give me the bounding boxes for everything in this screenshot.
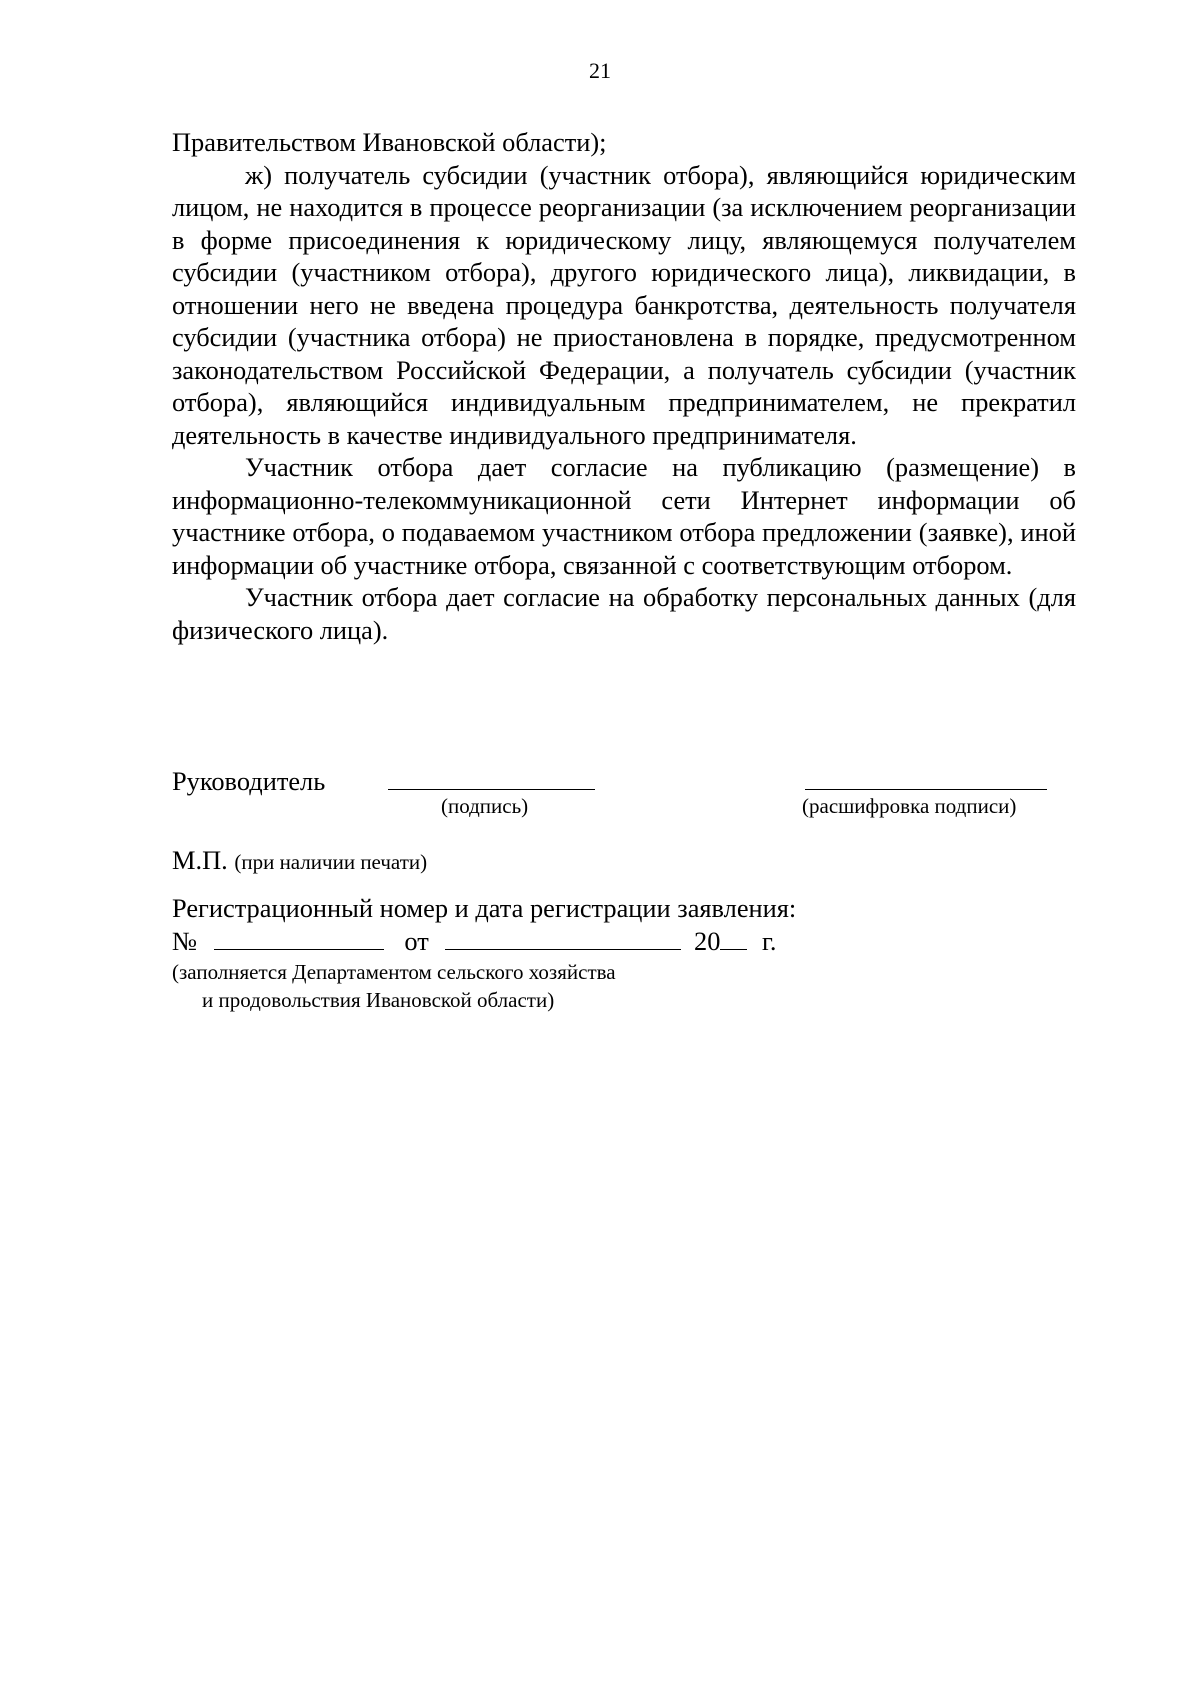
paragraph-item-zh: ж) получатель субсидии (участник отбора), являющийся юридическим лицом, не находится в процессе реорганизации (за исключением реорганизации в форме присоединения к юридическому лицу, являющемуся получателем субсидии (участником отбора), другого юридического лица), ликвидации, в отношении него не введена процедура банкротства, деятельность получателя субсидии (участника отбора) не приостановлена в порядке, предусмотренном законодательством Российской Федерации, а получатель субсидии (участник отбора), являющийся индивидуальным предпринимателем, не прекратил деятельность в качестве индивидуального предпринимателя. <box>172 159 1076 450</box>
stamp-note: (при наличии печати) <box>234 850 428 874</box>
from-label: от <box>404 926 429 956</box>
stamp-label: М.П. <box>172 845 228 875</box>
registration-note-line2: и продовольствия Ивановской области) <box>202 988 555 1012</box>
registration-note <box>172 958 616 1014</box>
paragraph-publication-consent: Участник отбора дает согласие на публикацию (размещение) в информационно-телекоммуникационной сети Интернет информации об участнике отбора, о подаваемом участником отбора предложении (заявке), иной информации об участнике отбора, связанной с соответствующим отбором. <box>172 452 1076 580</box>
document-body <box>172 126 1076 646</box>
year-suffix: г. <box>762 926 777 956</box>
paragraph-personal-data-consent: Участник отбора дает согласие на обработку персональных данных (для физического лица). <box>172 582 1076 645</box>
signature-caption: (подпись) <box>441 794 529 818</box>
registration-fields <box>172 926 776 957</box>
stamp-line <box>172 845 427 876</box>
head-label: Руководитель <box>172 766 326 796</box>
registration-date-blank <box>445 927 681 950</box>
signature-decoding-line <box>805 789 1047 790</box>
year-blank <box>720 927 747 950</box>
registration-title: Регистрационный номер и дата регистрации заявления: <box>172 893 797 923</box>
number-sign: № <box>172 926 198 956</box>
page-number: 21 <box>589 58 611 83</box>
signature-line <box>388 789 595 790</box>
paragraph-continuation: Правительством Ивановской области); <box>172 127 607 157</box>
year-prefix: 20 <box>694 926 721 956</box>
registration-note-line1: (заполняется Департаментом сельского хозяйства <box>172 960 616 984</box>
registration-number-blank <box>214 927 384 950</box>
signature-decoding-caption: (расшифровка подписи) <box>802 794 1017 818</box>
